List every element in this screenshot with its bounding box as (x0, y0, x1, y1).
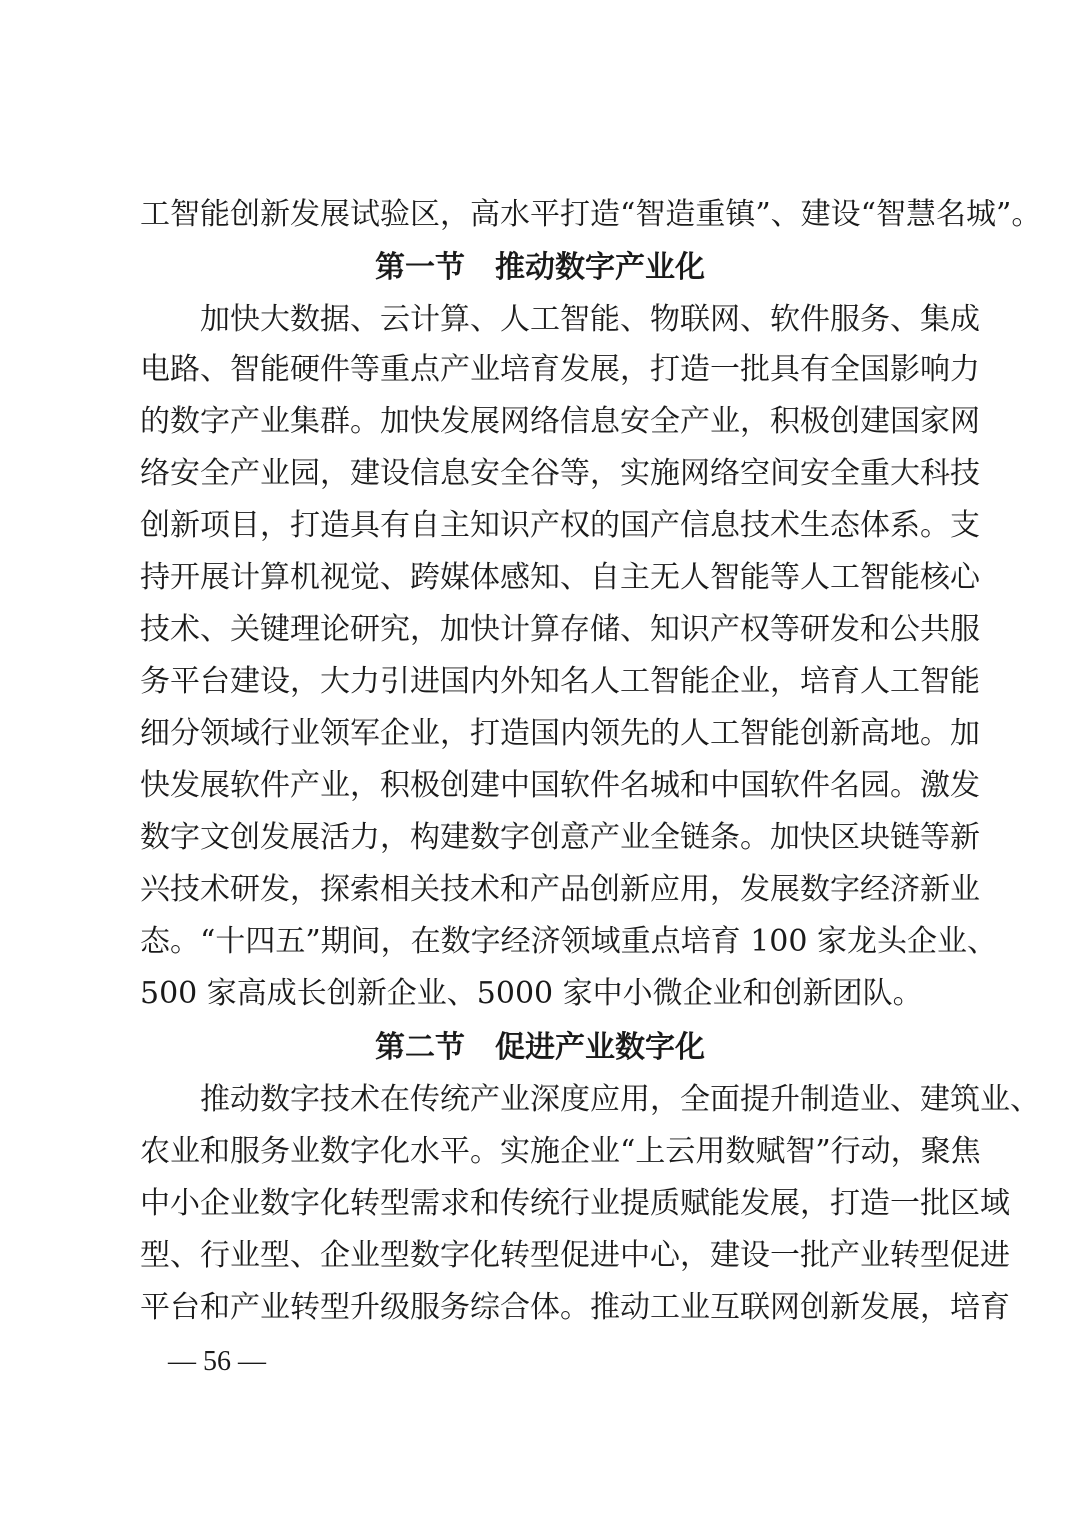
paragraph-line: 平台和产业转型升级服务综合体。推动工业互联网创新发展，培育 (140, 1290, 1010, 1325)
paragraph-line: 兴技术研发，探索相关技术和产品创新应用，发展数字经济新业 (140, 872, 980, 907)
section-heading-1: 第一节 推动数字产业化 (375, 250, 705, 285)
paragraph-line: 中小企业数字化转型需求和传统行业提质赋能发展，打造一批区域 (140, 1186, 1010, 1221)
paragraph-line: 电路、智能硬件等重点产业培育发展，打造一批具有全国影响力 (140, 352, 980, 387)
paragraph-line: 创新项目，打造具有自主知识产权的国产信息技术生态体系。支 (140, 508, 980, 543)
paragraph-line: 务平台建设，大力引进国内外知名人工智能企业，培育人工智能 (140, 664, 980, 699)
paragraph-line: 数字文创发展活力，构建数字创意产业全链条。加快区块链等新 (140, 820, 980, 855)
paragraph-line: 工智能创新发展试验区，高水平打造“智造重镇”、建设“智慧名城”。 (140, 197, 1042, 232)
paragraph-line: 农业和服务业数字化水平。实施企业“上云用数赋智”行动，聚焦 (140, 1134, 981, 1169)
section-heading-2: 第二节 促进产业数字化 (375, 1030, 705, 1065)
paragraph-line: 加快大数据、云计算、人工智能、物联网、软件服务、集成 (140, 302, 980, 337)
paragraph-line: 持开展计算机视觉、跨媒体感知、自主无人智能等人工智能核心 (140, 560, 980, 595)
paragraph-line: 络安全产业园，建设信息安全谷等，实施网络空间安全重大科技 (140, 456, 980, 491)
paragraph-line: 态。“十四五”期间，在数字经济领域重点培育 100 家龙头企业、 (140, 924, 998, 959)
paragraph-line: 技术、关键理论研究，加快计算存储、知识产权等研发和公共服 (140, 612, 980, 647)
paragraph-line: 500 家高成长创新企业、5000 家中小微企业和创新团队。 (140, 976, 923, 1011)
paragraph-line: 型、行业型、企业型数字化转型促进中心，建设一批产业转型促进 (140, 1238, 1010, 1273)
paragraph-line: 快发展软件产业，积极创建中国软件名城和中国软件名园。激发 (140, 768, 980, 803)
page-number: — 56 — (168, 1346, 266, 1377)
paragraph-line: 的数字产业集群。加快发展网络信息安全产业，积极创建国家网 (140, 404, 980, 439)
paragraph-line: 细分领域行业领军企业，打造国内领先的人工智能创新高地。加 (140, 716, 980, 751)
paragraph-line: 推动数字技术在传统产业深度应用，全面提升制造业、建筑业、 (140, 1082, 1040, 1117)
